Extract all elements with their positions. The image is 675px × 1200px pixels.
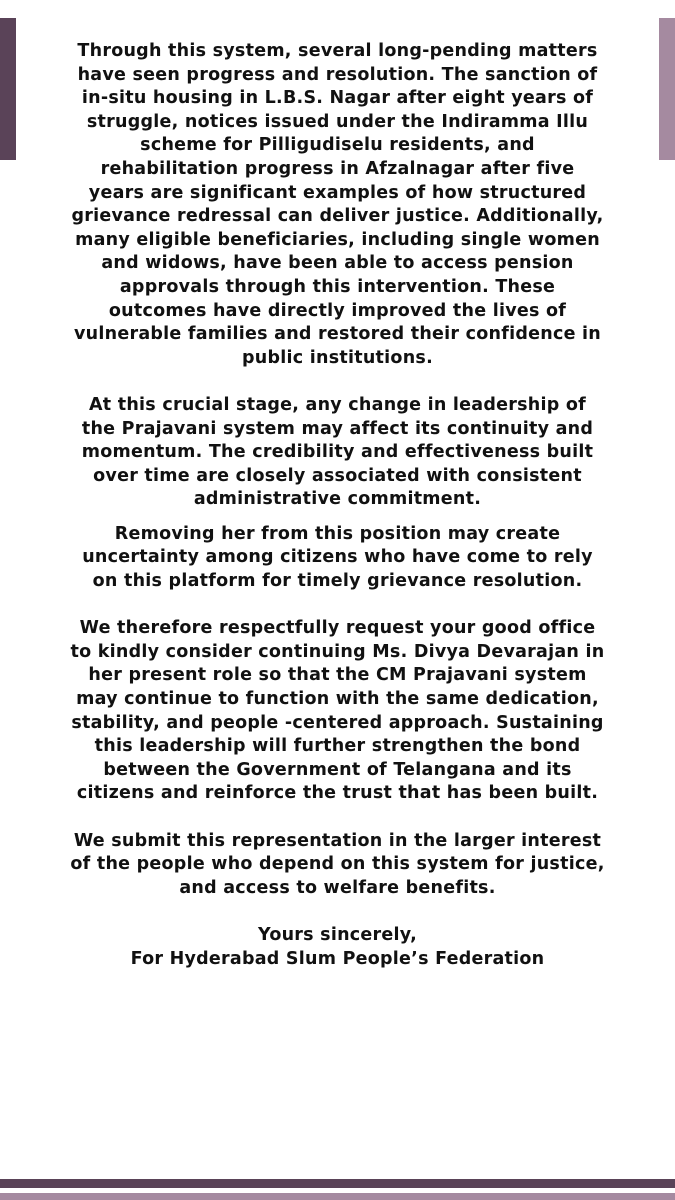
paragraph-progress: Through this system, several long-pending matters have seen progress and resolution. The sanction of in-situ housing in L.B.S. Nagar after eight years of struggle, notices issued under the Indiramma Illu scheme for Pilligudiselu residents, and rehabilitation progress in Afzalnagar after five years are significant examples of how structured grievance redressal can deliver justice. Additionally, many eligible beneficiaries, including single women and widows, have been able to access pension approvals through this intervention. These outcomes have directly improved the lives of vulnerable families and restored their confidence in public institutions.	[71, 41, 604, 368]
paragraph-request: We therefore respectfully request your good office to kindly consider continuing Ms. Divya Devarajan in her present role so that the CM Prajavani system may continue to function with the same dedication, stability, and people -centered approach. Sustaining this leadership will further strengthen the bond between the Government of Telangana and its citizens and reinforce the trust that has been built.	[70, 618, 605, 804]
paragraph-leadership-change: At this crucial stage, any change in leadership of the Prajavani system may affect its continuity and momentum. The credibility and effectiveness built over time are closely associated with consistent administrative commitment.	[81, 394, 594, 510]
closing-signatory: For Hyderabad Slum People’s Federation	[130, 948, 545, 969]
right-accent-bar	[659, 18, 675, 160]
letter-body	[70, 40, 605, 971]
bottom-band-light	[0, 1193, 675, 1200]
left-accent-bar	[0, 18, 16, 160]
paragraph-representation: We submit this representation in the larger interest of the people who depend on this system for justice, and access to welfare benefits.	[70, 830, 605, 898]
paragraph-removal-concern: Removing her from this position may create uncertainty among citizens who have come to rely on this platform for timely grievance resolution.	[82, 523, 593, 592]
closing-salutation: Yours sincerely,	[258, 924, 417, 945]
bottom-band-dark	[0, 1179, 675, 1188]
